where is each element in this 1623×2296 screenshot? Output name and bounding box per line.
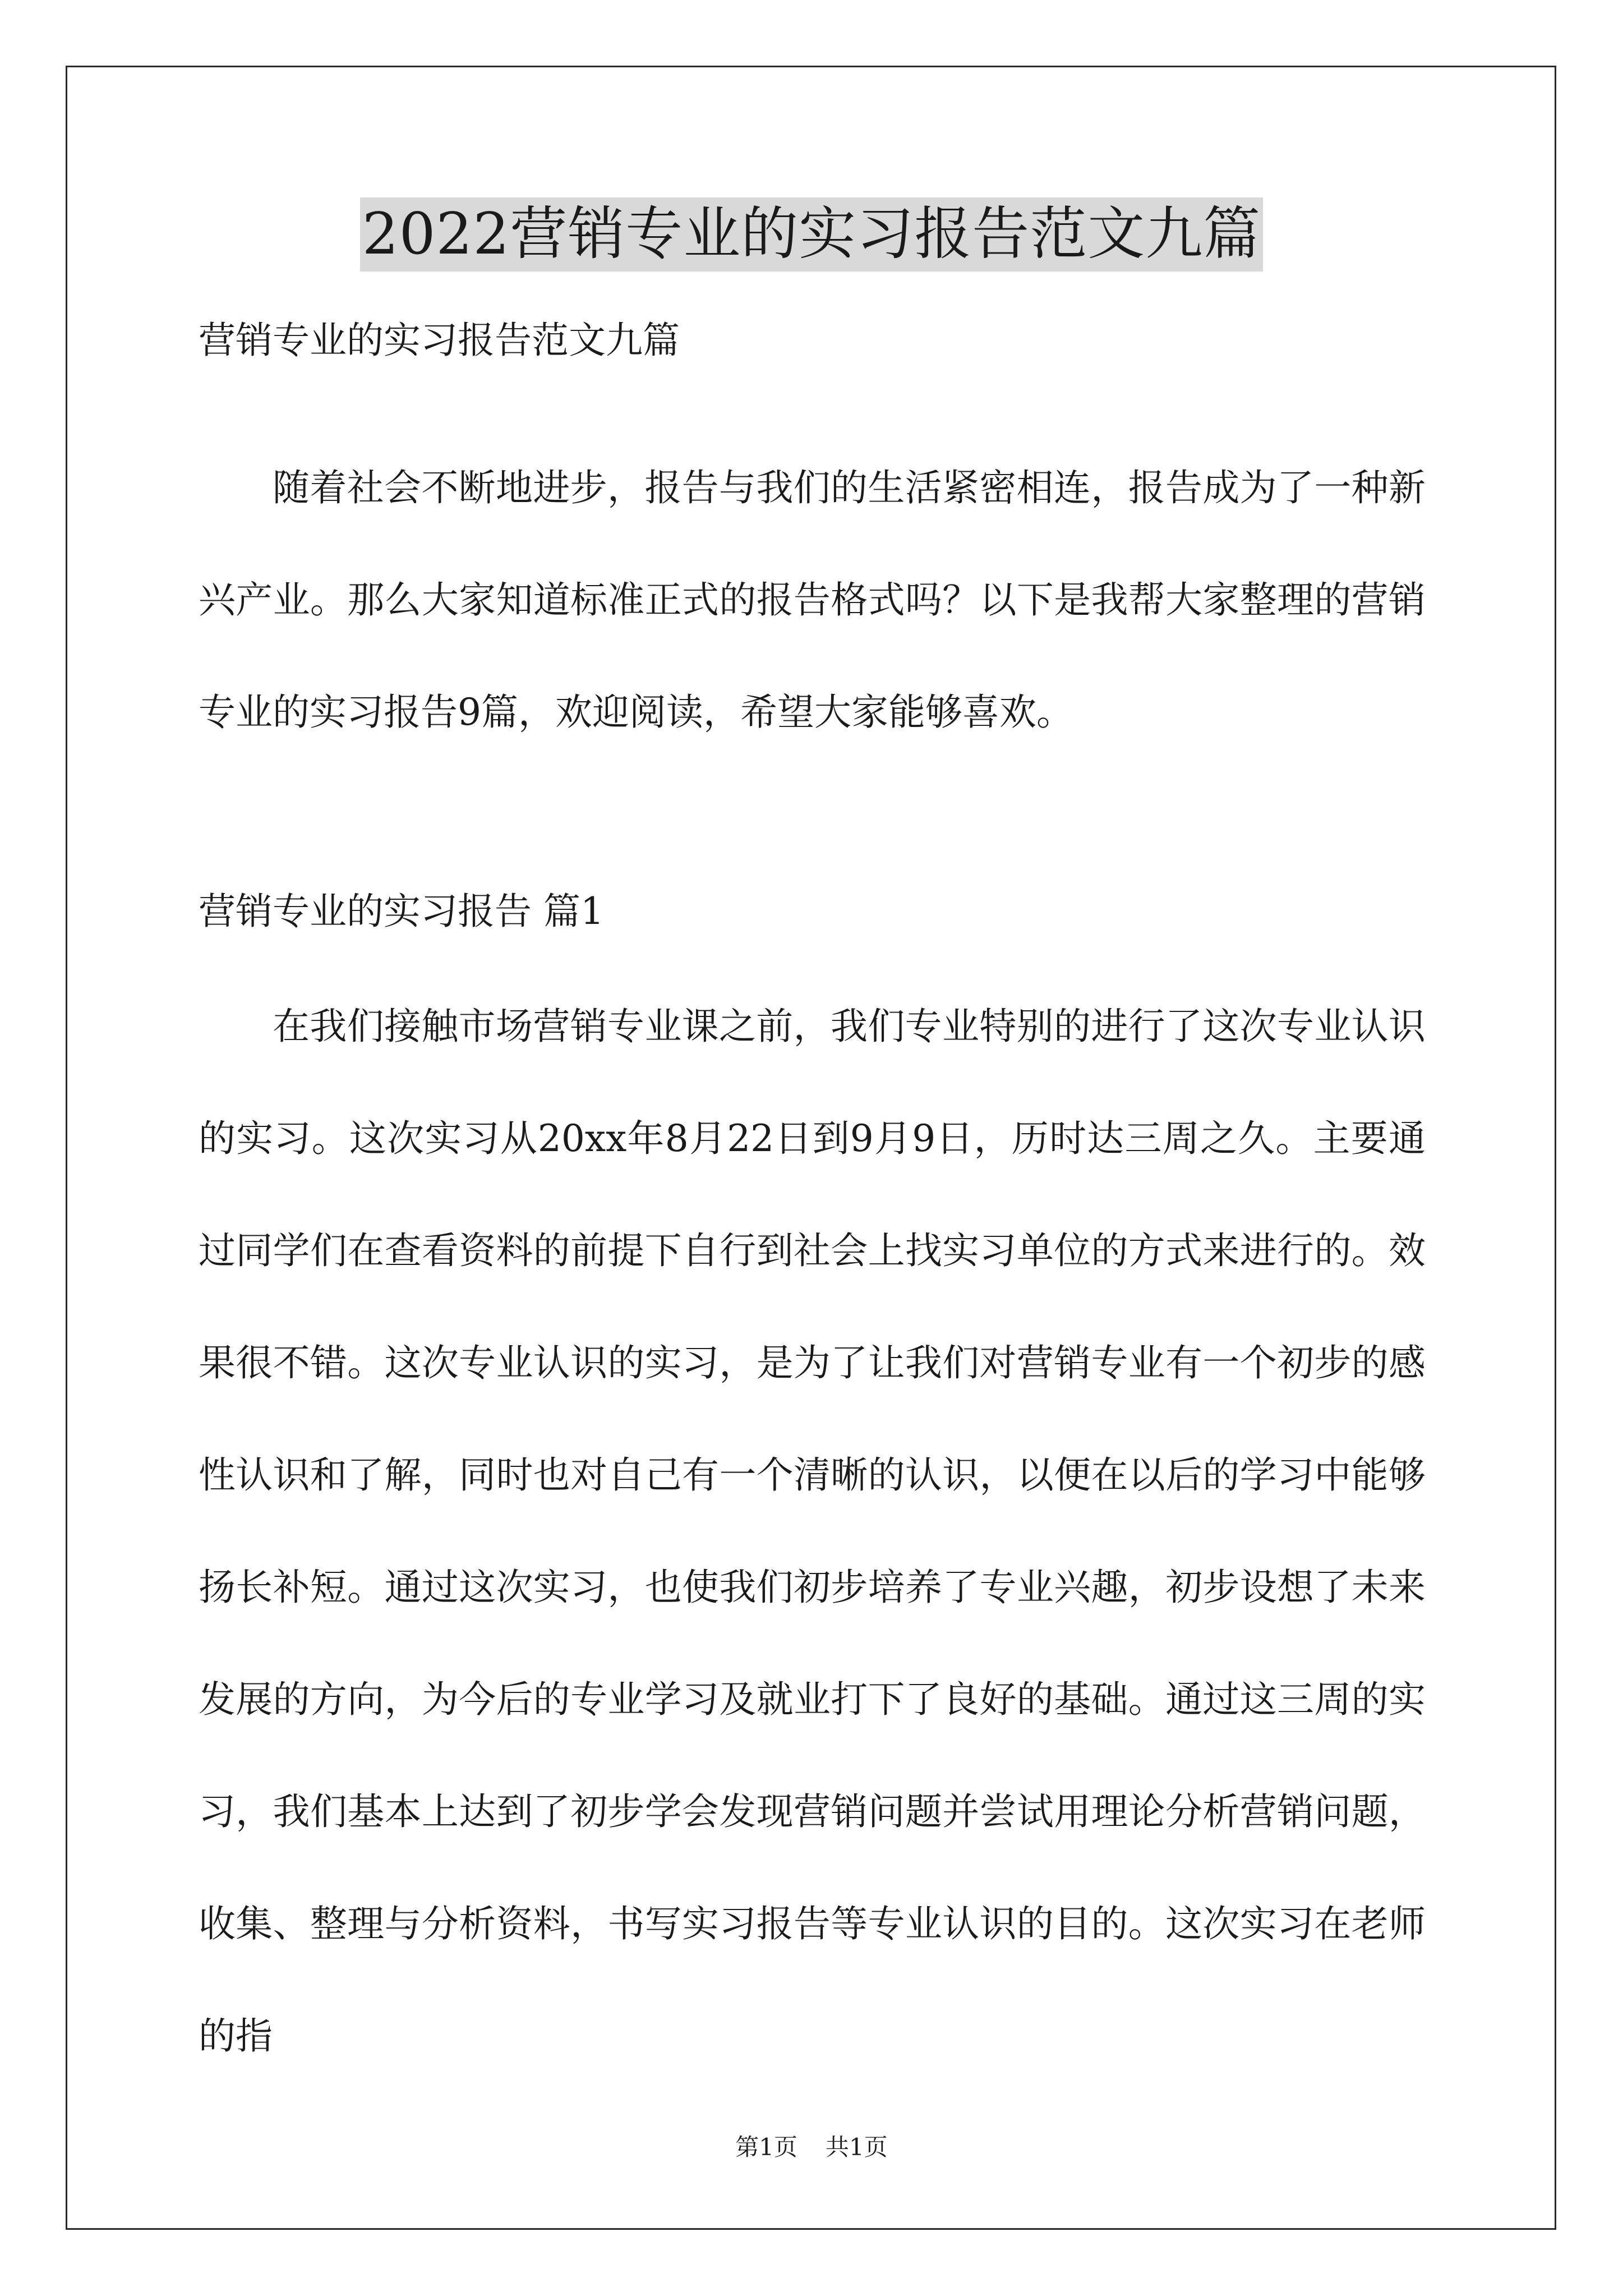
page-footer	[0, 2132, 1623, 2163]
document-title	[0, 197, 1623, 272]
page-total: 共1页	[826, 2133, 888, 2161]
document-title-text: 2022营销专业的实习报告范文九篇	[360, 197, 1264, 272]
intro-paragraph: 随着社会不断地进步，报告与我们的生活紧密相连，报告成为了一种新兴产业。那么大家知道标准正式的报告格式吗？以下是我帮大家整理的营销专业的实习报告9篇，欢迎阅读，希望大家能够喜欢。	[199, 466, 1426, 734]
section-heading: 营销专业的实习报告 篇1	[199, 890, 604, 933]
section-body-paragraph: 在我们接触市场营销专业课之前，我们专业特别的进行了这次专业认识的实习。这次实习从20xx年8月22日到9月9日，历时达三周之久。主要通过同学们在查看资料的前提下自行到社会上找实习单位的方式来进行的。效果很不错。这次专业认识的实习，是为了让我们对营销专业有一个初步的感性认识和了解，同时也对自己有一个清晰的认识，以便在以后的学习中能够扬长补短。通过这次实习，也使我们初步培养了专业兴趣，初步设想了未来发展的方向，为今后的专业学习及就业打下了良好的基础。通过这三周的实习，我们基本上达到了初步学会发现营销问题并尝试用理论分析营销问题，收集、整理与分析资料，书写实习报告等专业认识的目的。这次实习在老师的指	[199, 1005, 1426, 2058]
document-subtitle: 营销专业的实习报告范文九篇	[199, 319, 680, 362]
page-number: 第1页	[735, 2133, 797, 2161]
